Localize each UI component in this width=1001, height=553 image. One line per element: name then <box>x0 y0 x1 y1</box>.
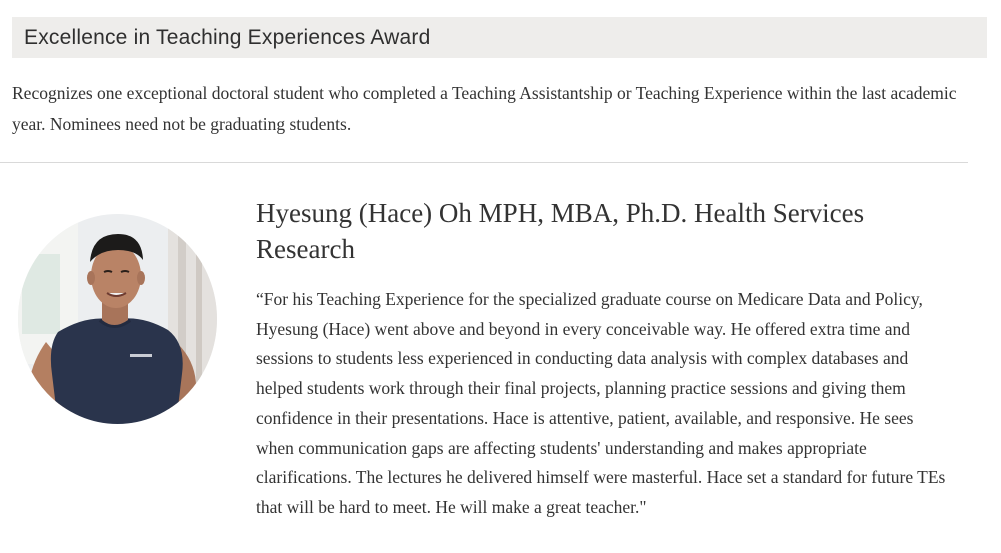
recipient-photo-image <box>18 214 217 424</box>
award-title: Excellence in Teaching Experiences Award <box>24 25 431 49</box>
recipient-photo <box>18 214 217 424</box>
recipient-section <box>256 195 956 523</box>
award-header <box>12 17 987 58</box>
section-divider <box>0 162 968 163</box>
recipient-name: Hyesung (Hace) Oh MPH, MBA, Ph.D. Health Services Research <box>256 198 865 264</box>
recipient-quote: “For his Teaching Experience for the specialized graduate course on Medicare Data and Policy, Hyesung (Hace) went above and beyond in every conceivable way. He offered extra time and sessions to students less experienced in conducting data analysis with complex databases and helped students work through their final projects, planning practice sessions and giving them confidence in their presentations. Hace is attentive, patient, available, and responsive. He sees when communication gaps are affecting students' understanding and makes appropriate clarifications. The lectures he delivered himself were masterful. Hace set a standard for future TEs that will be hard to meet. He will make a great teacher." <box>256 289 946 517</box>
award-description: Recognizes one exceptional doctoral student who completed a Teaching Assistantship or Teaching Experience within the last academic year. Nominees need not be graduating students. <box>12 83 957 134</box>
